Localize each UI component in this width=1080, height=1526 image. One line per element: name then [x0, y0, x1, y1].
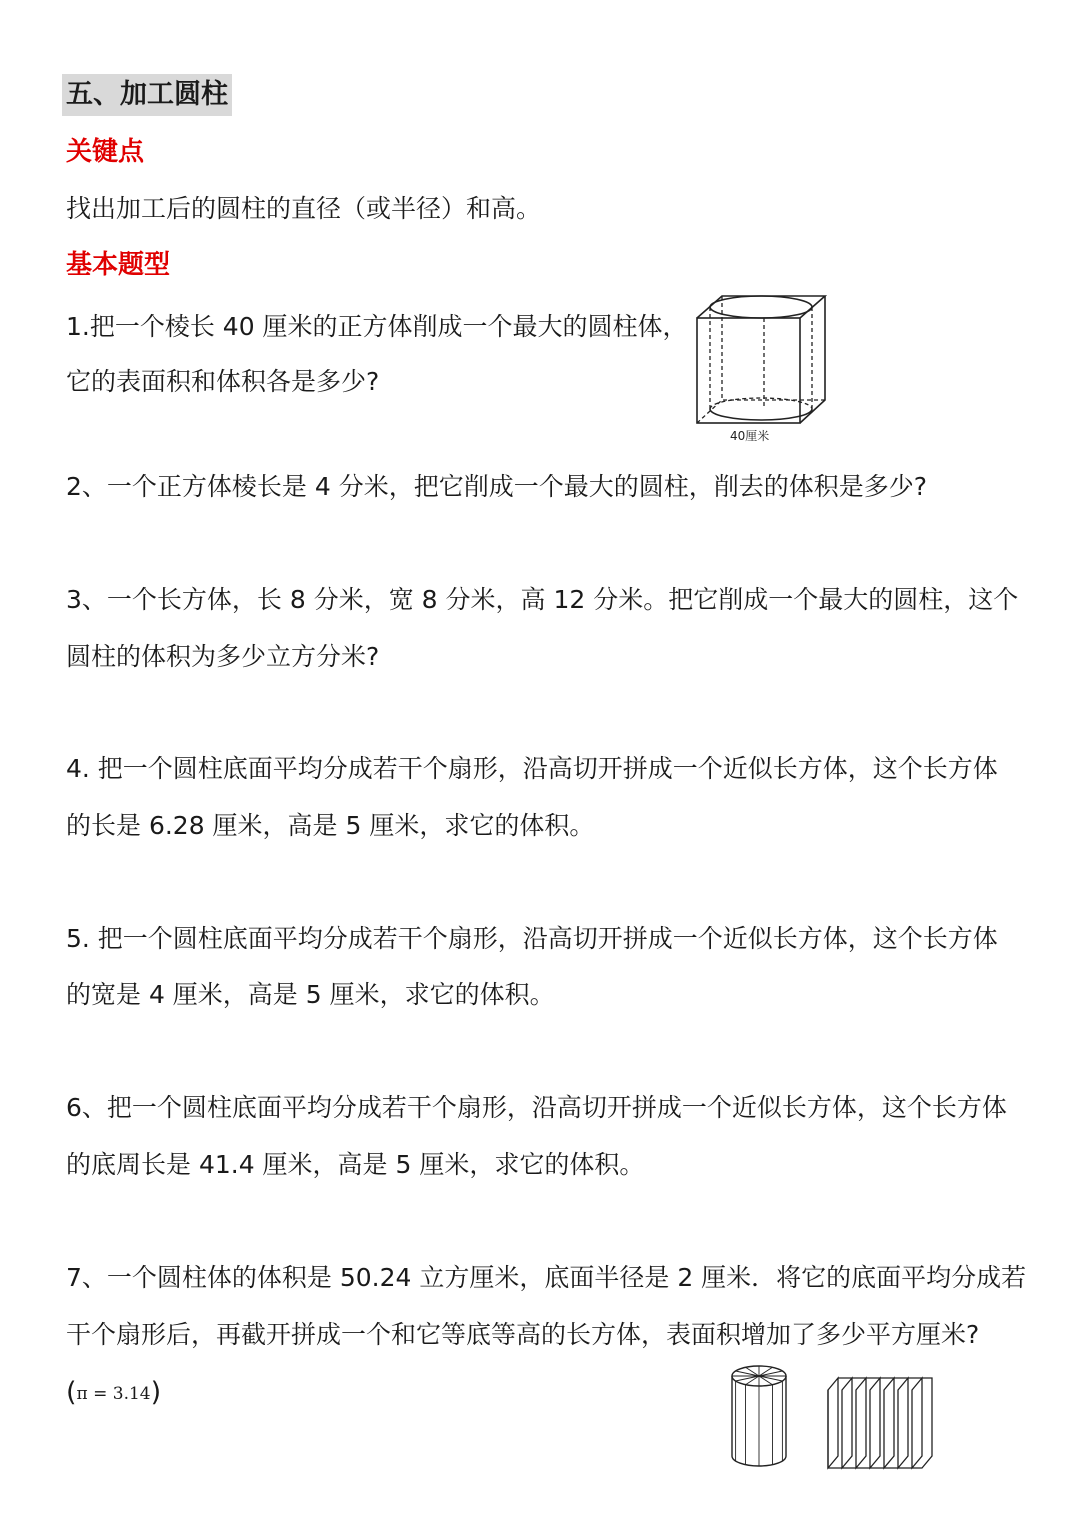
problem-1-line-2: 它的表面积和体积各是多少?	[66, 367, 380, 396]
cube-front-face	[697, 318, 800, 423]
cube-label: 40厘米	[730, 429, 770, 443]
cube-cylinder-figure	[690, 292, 830, 447]
approx-cuboid-figure	[824, 1372, 936, 1472]
cylinder-top-ellipse	[710, 296, 812, 318]
problem-4-line-1: 4. 把一个圆柱底面平均分成若干个扇形，沿高切开拼成一个近似长方体，这个长方体	[66, 754, 998, 783]
problem-5-line-2: 的宽是 4 厘米，高是 5 厘米，求它的体积。	[66, 980, 555, 1009]
cuboid-slice	[856, 1378, 866, 1468]
key-point-text: 找出加工后的圆柱的直径（或半径）和高。	[66, 194, 542, 223]
problem-4-line-2: 的长是 6.28 厘米，高是 5 厘米，求它的体积。	[66, 811, 595, 840]
problem-3-line-2: 圆柱的体积为多少立方分米?	[66, 642, 380, 671]
problem-5-line-1: 5. 把一个圆柱底面平均分成若干个扇形，沿高切开拼成一个近似长方体，这个长方体	[66, 924, 998, 953]
problem-7-line-2: 干个扇形后，再截开拼成一个和它等底等高的长方体，表面积增加了多少平方厘米?	[66, 1320, 980, 1349]
problem-6-line-1: 6、把一个圆柱底面平均分成若干个扇形，沿高切开拼成一个近似长方体，这个长方体	[66, 1093, 1007, 1122]
cuboid-slices	[828, 1378, 932, 1468]
cylinder-sector-lines	[736, 1381, 783, 1466]
problem-2-line-1: 2、一个正方体棱长是 4 分米，把它削成一个最大的圆柱，削去的体积是多少?	[66, 472, 927, 501]
key-point-heading: 关键点	[66, 137, 145, 167]
cuboid-slice	[898, 1378, 908, 1468]
basic-heading: 基本题型	[66, 250, 171, 280]
cuboid-slice	[912, 1378, 922, 1468]
section-title: 五、加工圆柱	[62, 74, 232, 116]
pi-note-open: (	[66, 1377, 77, 1408]
cuboid-slice	[842, 1378, 852, 1468]
cuboid-slice	[870, 1378, 880, 1468]
pi-note	[66, 1376, 161, 1411]
problem-3-line-1: 3、一个长方体，长 8 分米，宽 8 分米，高 12 分米。把它削成一个最大的圆柱，这个	[66, 585, 1019, 614]
problem-1-line-1: 1.把一个棱长 40 厘米的正方体削成一个最大的圆柱体，	[66, 312, 688, 341]
pi-note-value: π = 3.14	[76, 1384, 151, 1404]
cube-top-face	[697, 296, 825, 318]
pi-note-close: )	[150, 1377, 162, 1408]
problem-7-line-1: 7、一个圆柱体的体积是 50.24 立方厘米，底面半径是 2 厘米．将它的底面平均分成若	[66, 1263, 1027, 1292]
segmented-cylinder-figure	[726, 1364, 792, 1470]
cuboid-slice	[828, 1378, 838, 1468]
cylinder-bottom-front	[710, 409, 812, 420]
problem-6-line-2: 的底周长是 41.4 厘米，高是 5 厘米，求它的体积。	[66, 1150, 645, 1179]
cuboid-slice	[884, 1378, 894, 1468]
